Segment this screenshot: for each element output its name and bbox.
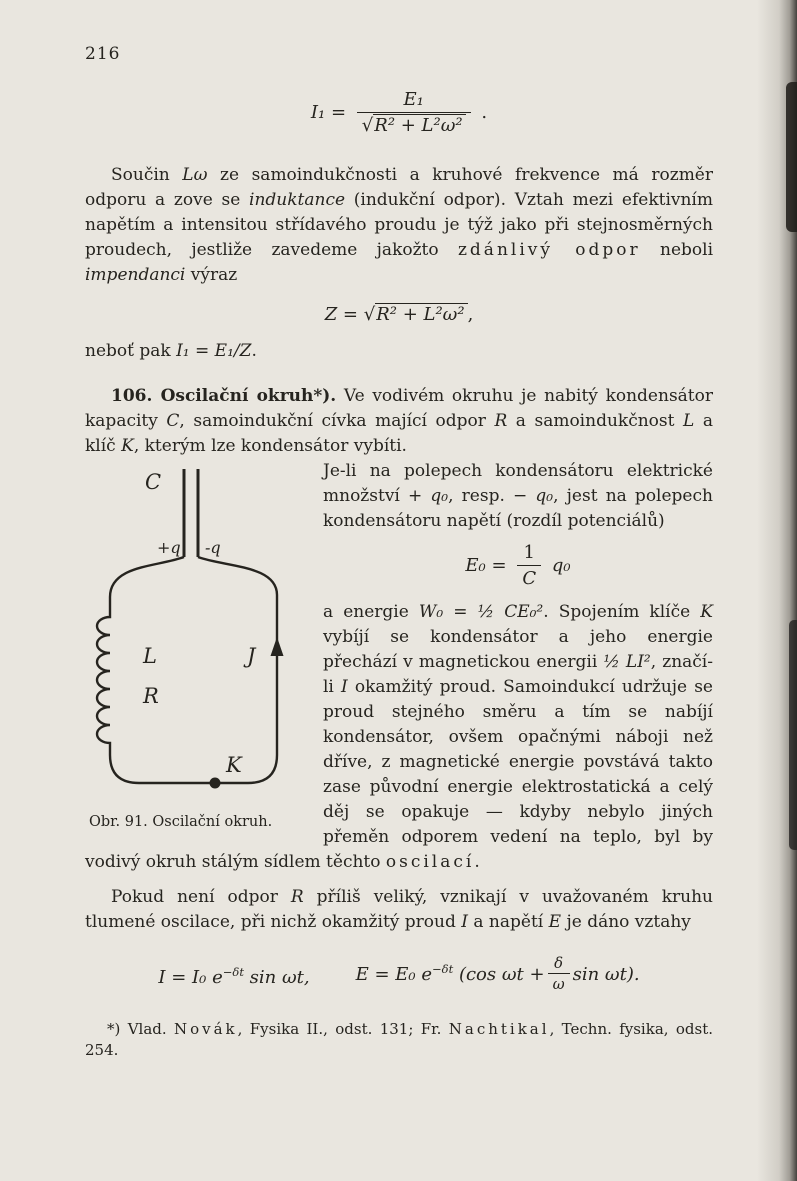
math-run: I = I₀ e — [158, 966, 223, 988]
f2-radicand: R² + L²ω² — [375, 303, 467, 325]
text-run: , resp. — [448, 486, 514, 506]
formula-current-impedance — [85, 89, 713, 137]
page-edge-mark — [786, 82, 797, 232]
text-run: je dáno vztahy — [561, 912, 691, 932]
math-run: R — [494, 411, 508, 431]
math-run: K — [121, 436, 134, 456]
f1-denominator — [357, 112, 471, 138]
f3-denominator: C — [517, 565, 541, 591]
math-run: E = E₀ e — [355, 963, 433, 985]
label-key-K: K — [226, 753, 242, 777]
math-run: + q₀ — [408, 486, 449, 506]
f4-fraction — [548, 955, 570, 995]
label-inductance-L: L — [143, 644, 157, 668]
text-run: a energie — [323, 602, 419, 622]
text-run: vybíjí se kondensátor a jeho energie přechází v magnetickou energii — [323, 627, 713, 672]
f1-fraction — [357, 89, 471, 137]
text-run: neboť pak — [85, 341, 177, 361]
current-arrow — [271, 637, 284, 656]
text-run: výraz — [185, 265, 238, 285]
text-run: , samoindukční cívka mající odpor — [179, 411, 495, 431]
exponent: −δt — [222, 964, 244, 979]
f3-numerator: 1 — [523, 542, 535, 563]
text-run: příliš veliký, vznikají v uvažovaném kruhu tlumené oscilace, při nichž okamžitý proud — [85, 887, 713, 932]
math-run: (cos ωt + — [453, 963, 545, 985]
text-run: neboli — [640, 240, 714, 260]
math-run: − q₀ — [513, 486, 554, 506]
f4-current-formula — [158, 960, 309, 990]
text-run: , Fysika II., odst. 131; Fr. — [237, 1019, 449, 1038]
term-zdanlivy-odpor: zdánlivý odpor — [457, 240, 641, 260]
f1-radicand: R² + L²ω² — [373, 114, 465, 136]
f1-numerator: E₁ — [403, 89, 424, 110]
text-run: *) Vlad. — [107, 1019, 174, 1038]
math-run: K — [700, 602, 713, 622]
text-run: ze samoindukčnosti a kruhové frekvence má rozměr odporu a zove se — [85, 165, 713, 210]
text-run: . — [474, 852, 480, 872]
formula-impedance — [85, 302, 713, 327]
section-heading: 106. Oscilační okruh*). — [111, 386, 337, 406]
f2-comma: , — [467, 304, 474, 325]
formula-damped-solutions — [85, 955, 713, 995]
math-run: L — [683, 411, 695, 431]
term-induktance: induktance — [249, 190, 346, 210]
math-run: sin ωt, — [243, 966, 310, 988]
math-run: R — [290, 887, 304, 907]
circuit-loop-wire — [97, 557, 277, 783]
footnote-author-nachtikal: Nachtikal — [448, 1019, 550, 1038]
f2-sqrt — [364, 303, 468, 325]
f4-numerator: δ — [554, 955, 564, 972]
text-run: okamžitý proud. Samoindukcí udržuje se proud stejného směru a tím se nabíjí kondensátor, ovšem opačnými náboji než dříve, z magnetické energie povstává takto zase původní energie elektrostatická a celý děj se opakuje — kdyby nebylo jiných přeměn odporem vedení na teplo, byl by vodivý okruh stálým sídlem těchto — [85, 677, 713, 872]
math-run: ½ LI² — [603, 652, 651, 672]
f3-rhs: q₀ — [551, 555, 571, 576]
text-run: a klíč — [85, 411, 713, 456]
text-run: Ve vodivém okruhu je nabitý kondensátor kapacity — [85, 386, 713, 431]
text-run: Pokud není odpor — [111, 887, 291, 907]
text-run: . — [251, 341, 257, 361]
text-run: , Techn. fysika, odst. 254. — [85, 1019, 713, 1059]
label-charge-minus: -q — [205, 538, 221, 557]
text-run: Je-li na polepech kondensátoru elektrické množství — [323, 461, 713, 506]
sqrt-sign: √ — [363, 304, 376, 325]
text-run: (indukční odpor). Vztah mezi efektivním napětím a intensitou střídavého proudu je týž jako při stejnosměrných proudech, jestliže zavedeme jakožto — [85, 190, 713, 260]
f1-period: . — [481, 102, 488, 123]
f4-voltage-formula — [356, 955, 640, 995]
label-charge-plus: +q — [157, 538, 181, 557]
text-run: . Spojením klíče — [543, 602, 701, 622]
label-capacitor-C: C — [145, 470, 162, 494]
f3-lhs: E₀ = — [465, 555, 507, 576]
figure-oscillation-circuit — [85, 467, 305, 832]
label-resistance-R: R — [143, 684, 159, 708]
key-contact-dot — [210, 778, 221, 789]
math-run: C — [166, 411, 180, 431]
text-run: , značí-li — [323, 652, 713, 697]
paragraph-inductance — [85, 163, 713, 288]
footnote-author-novak: Novák — [173, 1019, 238, 1038]
term-impendance: impendanci — [85, 265, 186, 285]
page-edge-mark — [789, 620, 797, 850]
term-oscilaci: oscilací — [385, 852, 475, 872]
math-run: I — [341, 677, 348, 697]
text-run: a napětí — [467, 912, 549, 932]
f2-lhs: Z = — [324, 304, 358, 325]
paragraph-damped-oscillations — [85, 885, 713, 935]
sqrt-sign: √ — [361, 114, 374, 136]
page-number: 216 — [85, 44, 121, 64]
figure-caption: Obr. 91. Oscilační okruh. — [89, 814, 273, 830]
footnote — [85, 1019, 713, 1061]
text-run: , kterým lze kondensátor vybíti. — [133, 436, 407, 456]
paragraph-nebot — [85, 339, 713, 364]
math-run: I — [461, 912, 468, 932]
section-106-heading-paragraph — [85, 384, 713, 459]
math-run: E — [548, 912, 562, 932]
circuit-diagram — [95, 467, 295, 805]
text-run: , jest na polepech kondensátoru napětí (rozdíl potenciálů) — [323, 486, 713, 531]
exponent: −δt — [432, 961, 454, 976]
text-run: a samoindukčnost — [507, 411, 684, 431]
f3-fraction — [517, 542, 541, 590]
math-run: Lω — [182, 165, 208, 185]
text-run: Součin — [111, 165, 183, 185]
page-content — [85, 42, 713, 1061]
f4-denominator: ω — [548, 973, 570, 994]
math-run: I₁ = E₁/Z — [176, 341, 252, 361]
f1-lhs: I₁ = — [310, 102, 347, 123]
label-current-J: J — [247, 644, 256, 668]
math-run: sin ωt). — [572, 963, 640, 985]
f1-sqrt — [362, 114, 466, 136]
math-run: W₀ = ½ CE₀² — [418, 602, 544, 622]
